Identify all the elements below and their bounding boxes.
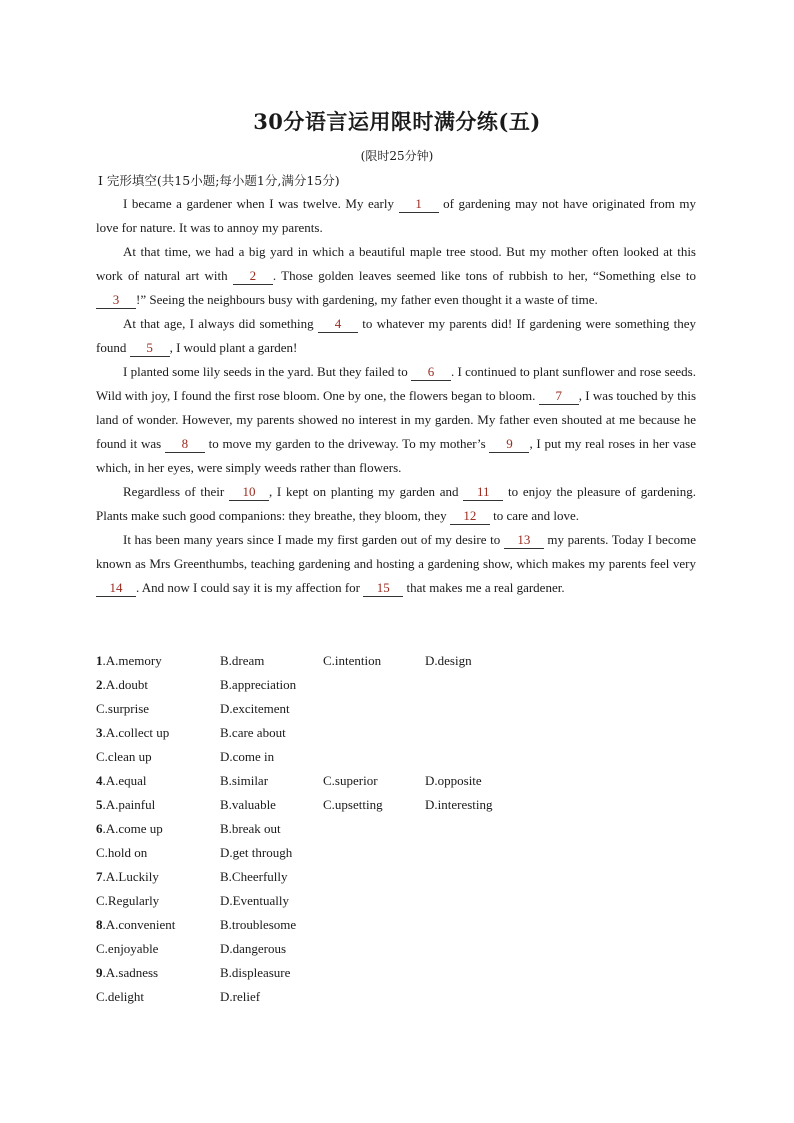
question-number: 9 xyxy=(96,965,103,980)
option-a: .A.painful xyxy=(102,797,156,812)
answer-options xyxy=(96,649,696,1009)
question-number: 2 xyxy=(96,677,103,692)
passage-text: , I kept on planting my garden and xyxy=(268,484,464,499)
paragraph-4 xyxy=(96,360,696,480)
question-7-options-row1 xyxy=(96,865,696,889)
passage-text: Regardless of their xyxy=(123,484,229,499)
blank-2: 2 xyxy=(233,268,273,285)
question-number: 8 xyxy=(96,917,103,932)
blank-9: 9 xyxy=(489,436,529,453)
blank-4: 4 xyxy=(318,316,358,333)
question-9-options-row1 xyxy=(96,961,696,985)
question-number: 6 xyxy=(96,821,103,836)
question-5-options xyxy=(96,793,696,817)
question-number: 7 xyxy=(96,869,103,884)
passage-text: to whatever my parents did! If gardening were something they found xyxy=(96,316,696,355)
passage-text: of gardening may not have originated from my love for nature. It was to annoy my parents. xyxy=(96,196,697,235)
option-a: .A.doubt xyxy=(102,677,148,692)
passage-text: to enjoy the pleasure of gardening. Plants make such good companions: they breathe, they bloom, they xyxy=(96,484,696,523)
option-b: B.similar xyxy=(220,773,269,788)
option-c: C.enjoyable xyxy=(96,941,159,956)
option-b: B.troublesome xyxy=(220,917,297,932)
page-title: 30分语言运用限时满分练(五) xyxy=(253,109,541,134)
option-c: C.Regularly xyxy=(96,893,160,908)
option-c: C.upsetting xyxy=(323,797,383,812)
option-a: .A.sadness xyxy=(102,965,159,980)
question-2-options-row1 xyxy=(96,673,696,697)
option-c: C.superior xyxy=(323,773,378,788)
option-a: .A.collect up xyxy=(102,725,170,740)
blank-8: 8 xyxy=(165,436,205,453)
section-heading: Ⅰ 完形填空(共15小题;每小题1分,满分15分) xyxy=(98,173,340,188)
question-number: 5 xyxy=(96,797,103,812)
question-3-options-row1 xyxy=(96,721,696,745)
paragraph-3 xyxy=(96,312,696,360)
option-b: B.valuable xyxy=(220,797,276,812)
question-1-options xyxy=(96,649,696,673)
option-b: B.Cheerfully xyxy=(220,869,288,884)
paragraph-5 xyxy=(96,480,696,528)
blank-13: 13 xyxy=(504,532,544,549)
blank-11: 11 xyxy=(463,484,503,501)
question-7-options-row2 xyxy=(96,889,696,913)
blank-5: 5 xyxy=(130,340,170,357)
passage-text: , I was touched by this land of wonder. However, my parents showed no interest in my garden. My father even shouted at me because he found it was xyxy=(96,388,696,451)
passage-text: I planted some lily seeds in the yard. But they failed to xyxy=(123,364,412,379)
passage-text: . Those golden leaves seemed like tons of rubbish to her, “Something else to xyxy=(272,268,696,283)
option-d: D.relief xyxy=(220,989,261,1004)
question-3-options-row2 xyxy=(96,745,696,769)
paragraph-6 xyxy=(96,528,696,600)
blank-1: 1 xyxy=(399,196,439,213)
option-a: .A.come up xyxy=(102,821,163,836)
option-a: .A.Luckily xyxy=(102,869,159,884)
question-8-options-row1 xyxy=(96,913,696,937)
passage-text: . I continued to plant sunflower and rose seeds. Wild with joy, I found the first rose bloom. One by one, the flowers began to bloom. xyxy=(96,364,696,403)
option-c: C.clean up xyxy=(96,749,152,764)
paragraph-2 xyxy=(96,240,696,312)
option-b: B.displeasure xyxy=(220,965,291,980)
passage-text: that makes me a real gardener. xyxy=(403,580,565,595)
option-a: .A.memory xyxy=(102,653,162,668)
option-a: .A.convenient xyxy=(102,917,176,932)
option-c: C.delight xyxy=(96,989,145,1004)
option-c: C.surprise xyxy=(96,701,150,716)
option-c: C.hold on xyxy=(96,845,148,860)
option-d: D.come in xyxy=(220,749,275,764)
option-c: C.intention xyxy=(323,653,382,668)
passage-text: It has been many years since I made my first garden out of my desire to xyxy=(123,532,504,547)
question-8-options-row2 xyxy=(96,937,696,961)
blank-15: 15 xyxy=(363,580,403,597)
question-4-options xyxy=(96,769,696,793)
option-d: D.Eventually xyxy=(220,893,289,908)
passage-text: , I would plant a garden! xyxy=(169,340,298,355)
option-b: B.break out xyxy=(220,821,281,836)
passage-text: At that time, we had a big yard in which a beautiful maple tree stood. But my mother often looked at this work of natural art with xyxy=(96,244,696,283)
blank-10: 10 xyxy=(229,484,269,501)
question-number: 1 xyxy=(96,653,103,668)
question-2-options-row2 xyxy=(96,697,696,721)
blank-6: 6 xyxy=(411,364,451,381)
option-b: B.dream xyxy=(220,653,265,668)
question-6-options-row1 xyxy=(96,817,696,841)
cloze-passage xyxy=(96,192,696,600)
question-9-options-row2 xyxy=(96,985,696,1009)
passage-text: my parents. Today I become known as Mrs Greenthumbs, teaching gardening and hosting a gardening show, which makes my parents feel very xyxy=(96,532,696,571)
time-limit: (限时25分钟) xyxy=(360,149,434,163)
blank-12: 12 xyxy=(450,508,490,525)
blank-7: 7 xyxy=(539,388,579,405)
paragraph-1 xyxy=(96,192,696,240)
option-d: D.excitement xyxy=(220,701,290,716)
question-number: 3 xyxy=(96,725,103,740)
option-d: D.dangerous xyxy=(220,941,287,956)
passage-text: , I put my real roses in her vase which, in her eyes, were simply weeds rather than flowers. xyxy=(96,436,696,475)
option-d: D.design xyxy=(425,653,472,668)
option-b: B.care about xyxy=(220,725,286,740)
blank-14: 14 xyxy=(96,580,136,597)
question-6-options-row2 xyxy=(96,841,696,865)
passage-text: !” Seeing the neighbours busy with gardening, my father even thought it a waste of time. xyxy=(136,292,598,307)
option-d: D.get through xyxy=(220,845,293,860)
passage-text: I became a gardener when I was twelve. My early xyxy=(123,196,399,211)
option-a: .A.equal xyxy=(102,773,147,788)
passage-text: to care and love. xyxy=(489,508,579,523)
option-b: B.appreciation xyxy=(220,677,297,692)
passage-text: At that age, I always did something xyxy=(123,316,318,331)
question-number: 4 xyxy=(96,773,103,788)
option-d: D.opposite xyxy=(425,773,482,788)
passage-text: to move my garden to the driveway. To my mother’s xyxy=(204,436,490,451)
passage-text: . And now I could say it is my affection for xyxy=(136,580,364,595)
blank-3: 3 xyxy=(96,292,136,309)
option-d: D.interesting xyxy=(425,797,493,812)
